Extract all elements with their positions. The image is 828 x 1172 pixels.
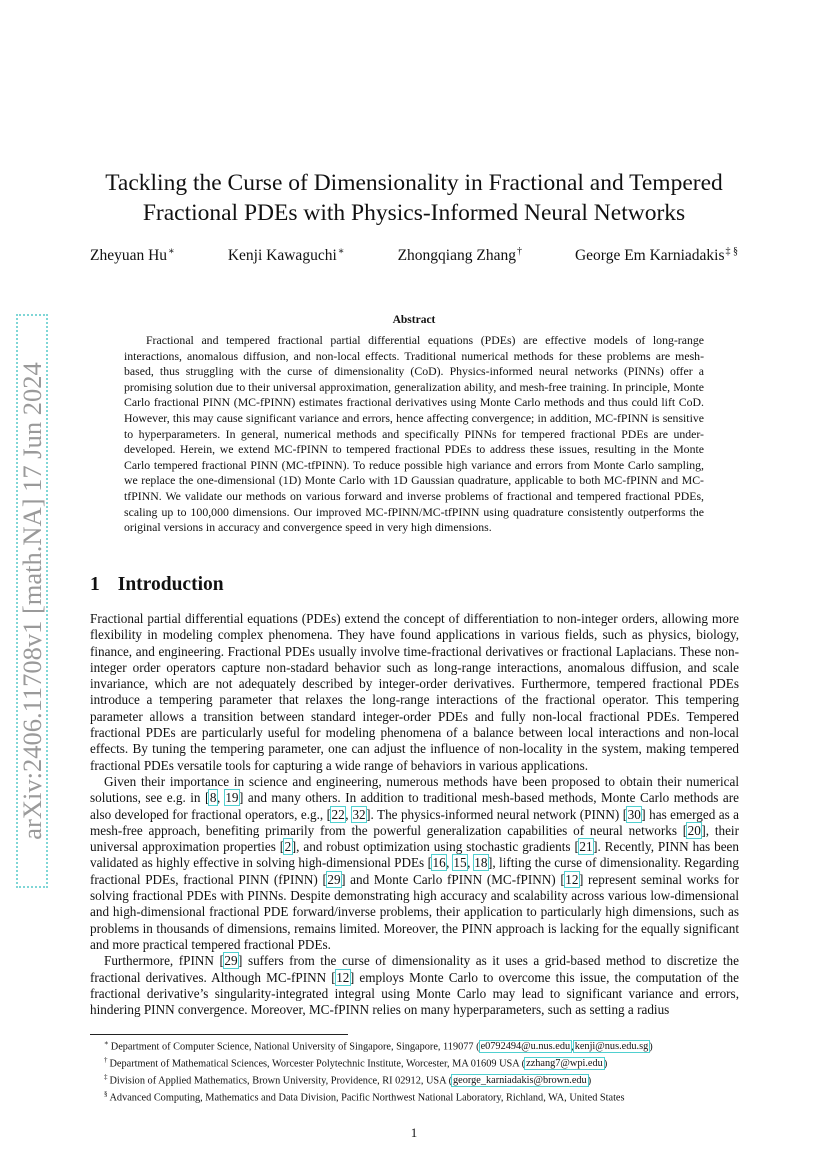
body-text-run: ], lifting the curse of dimensionality. Regarding fractional PDEs, fractional PINN (fPINN) [ bbox=[90, 855, 739, 887]
body-text-run: , bbox=[217, 790, 225, 806]
body-text-run: , bbox=[467, 855, 474, 871]
footnote-text: Department of Computer Science, National University of Singapore, Singapore, 119077 ( bbox=[110, 1041, 480, 1053]
email-separator: , bbox=[571, 1041, 574, 1053]
footnote-mark: † bbox=[104, 1055, 108, 1064]
author bbox=[398, 246, 522, 265]
author-name: Zheyuan Hu bbox=[90, 247, 168, 265]
body-text-run: ], their universal approximation properties [ bbox=[90, 822, 739, 855]
section-number: 1 bbox=[90, 574, 100, 595]
citation-link[interactable]: 29 bbox=[224, 953, 238, 969]
author-mark: ‡ § bbox=[725, 246, 738, 257]
body-text-run: ], and robust optimization using stochastic gradients [ bbox=[291, 839, 579, 855]
footnote-text: Advanced Computing, Mathematics and Data Division, Pacific Northwest National Laboratory, Richland, WA, United States bbox=[109, 1092, 625, 1104]
citation-link[interactable]: 18 bbox=[474, 855, 488, 871]
abstract-text: Fractional and tempered fractional partial differential equations (PDEs) are effective models of long-range interactions, anomalous diffusion, and non-local effects. Traditional numerical methods for these problems are mesh-based, thus struggling with the curse of dimensionality (CoD). Physics-informed neural networks (PINNs) offer a promising solution due to their universal approximation, generalization ability, and mesh-free training. In principle, Monte Carlo fractional PINN (MC-fPINN) estimates fractional derivatives using Monte Carlo methods and thus could lift CoD. However, this may cause significant variance and errors, hence affecting convergence; in addition, MC-fPINN is sensitive to hyperparameters. In general, numerical methods and specifically PINNs for tempered fractional PDEs are under-developed. Herein, we extend MC-fPINN to tempered fractional PDEs to address these issues, resulting in the Monte Carlo tempered fractional PINN (MC-tfPINN). To reduce possible high variance and errors from Monte Carlo sampling, we replace the one-dimensional (1D) Monte Carlo with 1D Gaussian quadrature, applicable to both MC-fPINN and MC-tfPINN. We validate our methods on various forward and inverse problems of fractional and tempered fractional PDEs, scaling up to 100,000 dimensions. Our improved MC-fPINN/MC-tfPINN using quadrature consistently outperforms the original versions in accuracy and convergence speed in very high dimensions. bbox=[124, 333, 704, 535]
citation-link[interactable]: 20 bbox=[687, 822, 701, 838]
citation-link[interactable]: 32 bbox=[352, 806, 366, 822]
citation-link[interactable]: 22 bbox=[331, 806, 345, 822]
citation-link[interactable]: 16 bbox=[432, 855, 446, 871]
body-text-run: ] has emerged as a mesh-free approach, benefiting primarily from the powerful generalization capabilities of neural networks [ bbox=[90, 806, 739, 838]
body-text-run: ]. The physics-informed neural network (PINN) [ bbox=[366, 806, 628, 822]
footnote bbox=[90, 1037, 750, 1054]
section-heading bbox=[90, 574, 224, 596]
body-text-run: , bbox=[446, 855, 453, 871]
author-name: Zhongqiang Zhang bbox=[397, 247, 516, 265]
citation-link[interactable]: 21 bbox=[579, 839, 593, 855]
footnote bbox=[90, 1071, 750, 1088]
footnote bbox=[90, 1088, 750, 1105]
footnote-text: Division of Applied Mathematics, Brown University, Providence, RI 02912, USA ( bbox=[109, 1075, 453, 1087]
page-number: 1 bbox=[410, 1125, 418, 1140]
body-paragraph bbox=[90, 774, 739, 953]
author bbox=[575, 246, 738, 265]
citation-link[interactable]: 30 bbox=[627, 806, 641, 822]
citation-link[interactable]: 12 bbox=[336, 969, 350, 985]
body-paragraph bbox=[90, 953, 739, 1018]
footnote-close: ) bbox=[587, 1075, 592, 1087]
arxiv-sidebar bbox=[14, 312, 50, 890]
body-text-run: ]. Recently, PINN has been validated as highly effective in solving high-dimensional PDEs [ bbox=[90, 839, 739, 871]
body-text-run: ] represent seminal works for solving fractional PDEs with PINNs. Despite demonstrating high accuracy and scalability across various low-dimensional and high-dimensional fractional PDE forward/inverse problems, their application to particularly high dimensions, such as problems in thousands of dimensions, remains limited. Moreover, the PINN approach is lacking for the equally significant and more practical tempered fractional PDEs. bbox=[90, 871, 740, 952]
author-list bbox=[90, 246, 738, 265]
paper-title: Tackling the Curse of Dimensionality in Fractional and Tempered Fractional PDEs with Physics-Informed Neural Networks bbox=[105, 170, 723, 226]
citation-link[interactable]: 2 bbox=[284, 839, 292, 855]
author-mark: ∗ bbox=[337, 246, 345, 257]
footnote-rule bbox=[90, 1034, 348, 1035]
body-text-run: , bbox=[345, 806, 352, 822]
author-name: Kenji Kawaguchi bbox=[227, 247, 337, 265]
citation-link[interactable]: 19 bbox=[225, 790, 239, 806]
body-text-run: Furthermore, fPINN [ bbox=[104, 953, 224, 969]
introduction-body bbox=[90, 611, 739, 1018]
footnote-mark: § bbox=[104, 1089, 108, 1098]
email-link[interactable]: zzhang7@wpi.edu bbox=[526, 1058, 603, 1070]
body-paragraph bbox=[90, 611, 739, 774]
citation-link[interactable]: 8 bbox=[209, 790, 217, 806]
footnote-close: ) bbox=[649, 1041, 653, 1053]
citation-link[interactable]: 29 bbox=[327, 871, 341, 887]
author bbox=[90, 246, 175, 265]
author-name: George Em Karniadakis bbox=[574, 247, 725, 265]
footnotes bbox=[90, 1037, 750, 1105]
footnote-text: Department of Mathematical Sciences, Worcester Polytechnic Institute, Worcester, MA 01609 USA ( bbox=[109, 1058, 526, 1070]
body-text-run: ] and Monte Carlo fPINN (MC-fPINN) [ bbox=[341, 871, 565, 887]
body-text-run: Fractional partial differential equations (PDEs) extend the concept of differentiation to non-integer orders, allowing more flexibility in modeling complex phenomena. They have found applications in various fields, such as physics, biology, finance, and engineering. Fractional PDEs usually involve time-fractional derivatives or fractional Laplacians. These non-integer order operators capture non-stadard behavior such as long-range interactions, anomalous diffusion, and scale invariance, which are not adequately described by integer-order derivatives. Furthermore, tempered fractional PDEs introduce a tempering parameter that relaxes the long-range interactions of the fractional operator. This tempering parameter allows a transition between standard integer-order PDEs and fully non-local fractional PDEs. Tempered fractional PDEs are particularly useful for modeling phenomena of a balance between local interactions and non-local effects. By tuning the tempering parameter, one can adjust the influence of non-locality in the system, making tempered fractional PDEs versatile tools for capturing a wide range of behaviors in various applications. bbox=[90, 611, 739, 773]
author-mark: ∗ bbox=[168, 246, 175, 257]
author bbox=[228, 246, 345, 265]
body-text-run: Given their importance in science and engineering, numerous methods have been proposed to obtain their numerical solutions, see e.g. in [ bbox=[90, 773, 739, 806]
email-link[interactable]: george_karniadakis@brown.edu bbox=[453, 1075, 587, 1087]
author-mark: † bbox=[516, 246, 522, 257]
email-link[interactable]: kenji@nus.edu.sg bbox=[574, 1041, 649, 1053]
footnote-mark: ‡ bbox=[104, 1072, 108, 1081]
body-text-run: ] employs Monte Carlo to overcome this issue, the computation of the fractional derivative’s singularity-integrated integral using Monte Carlo may lead to significant variance and errors, hindering PINN convergence. Moreover, MC-fPINN relies on many hyperparameters, such as setting a radius bbox=[90, 969, 739, 1018]
footnote-mark: ∗ bbox=[104, 1039, 109, 1047]
email-link[interactable]: e0792494@u.nus.edu bbox=[480, 1041, 571, 1053]
footnote-close: ) bbox=[603, 1058, 608, 1070]
abstract-heading: Abstract bbox=[392, 314, 436, 326]
arxiv-identifier[interactable]: arXiv:2406.11708v1 [math.NA] 17 Jun 2024 bbox=[14, 312, 50, 890]
footnote bbox=[90, 1054, 750, 1071]
section-title: Introduction bbox=[117, 574, 224, 595]
body-text-run: ] and many others. In addition to traditional mesh-based methods, Monte Carlo methods are also developed for fractional operators, e.g., [ bbox=[90, 790, 740, 822]
body-text-run: ] suffers from the curse of dimensionality as it uses a grid-based method to discretize the fractional derivatives. Although MC-fPINN [ bbox=[90, 953, 739, 985]
citation-link[interactable]: 12 bbox=[565, 871, 579, 887]
citation-link[interactable]: 15 bbox=[453, 855, 467, 871]
